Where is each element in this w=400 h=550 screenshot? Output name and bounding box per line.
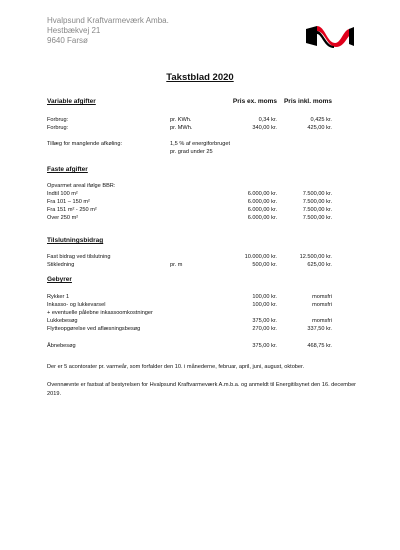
row-label: Fra 151 m² - 250 m² [47, 207, 97, 213]
section-heading-faste: Faste afgifter [47, 166, 88, 173]
row-ex: 0,34 kr. [258, 117, 277, 123]
row-inkl: 7.500,00 kr. [302, 207, 332, 213]
company-street: Hestbækvej 21 [47, 26, 101, 35]
row-ex: 6.000,00 kr. [247, 199, 277, 205]
row-unit: pr. KWh. [170, 117, 192, 123]
row-inkl: 7.500,00 kr. [302, 199, 332, 205]
column-header-inkl-moms: Pris inkl. moms [283, 98, 332, 105]
afkoling-label: Tillæg for manglende afkøling: [47, 141, 123, 147]
company-city: 9640 Farsø [47, 36, 88, 45]
row-unit: pr. MWh. [170, 125, 193, 131]
row-ex: 6.000,00 kr. [247, 215, 277, 221]
row-ex: 375,00 kr. [252, 343, 277, 349]
row-ex: 500,00 kr. [252, 262, 277, 268]
row-ex: 6.000,00 kr. [247, 207, 277, 213]
row-inkl: 337,50 kr. [307, 326, 332, 332]
row-label: Indtil 100 m² [47, 191, 78, 197]
row-label: Flytteopgørelse ved aflæsningsbesøg [47, 326, 141, 332]
row-label: Forbrug: [47, 125, 69, 131]
row-inkl: 7.500,00 kr. [302, 215, 332, 221]
note-acontorater: Der er 5 acontorater pr. varmeår, som forfalder den 10. i månederne, februar, april, juni, august, oktober. [47, 364, 305, 370]
row-label: Inkasso- og lukkevarsel [47, 302, 106, 308]
row-inkl: 625,00 kr. [307, 262, 332, 268]
afkoling-line1: 1,5 % af energiforbruget [170, 141, 231, 147]
row-ex: 100,00 kr. [252, 294, 277, 300]
row-label: Lukkebesøg [47, 318, 78, 324]
row-label: Stikledning [47, 262, 75, 268]
section-heading-tilslutning: Tilslutningsbidrag [47, 237, 104, 244]
row-ex: 6.000,00 kr. [247, 191, 277, 197]
row-ex: 270,00 kr. [252, 326, 277, 332]
section-heading-gebyrer: Gebyrer [47, 276, 72, 283]
row-label: Rykker 1 [47, 294, 70, 300]
row-inkl: 425,00 kr. [307, 125, 332, 131]
column-header-ex-moms: Pris ex. moms [232, 98, 277, 105]
row-label: Åbnebesøg [47, 343, 76, 349]
company-name: Hvalpsund Kraftvarmeværk Amba. [47, 16, 169, 25]
note-vedtaget: Ovennævnte er fastsat af bestyrelsen for Hvalpsund Kraftvarmeværk A.m.b.a. og anmeldt til Energitilsynet den 16. december 2019. [47, 382, 357, 397]
row-label: Forbrug: [47, 117, 69, 123]
row-label: Fra 101 – 150 m² [47, 199, 90, 205]
row-inkl: momsfri [312, 318, 332, 324]
section-heading-variable: Variable afgifter [47, 98, 96, 105]
row-inkl: 12.500,00 kr. [299, 254, 332, 260]
row-label: Over 250 m² [47, 215, 79, 221]
faste-intro: Opvarmet areal ifølge BBR: [47, 183, 116, 189]
row-ex: 340,00 kr. [252, 125, 277, 131]
row-inkl: momsfri [312, 294, 332, 300]
page-title: Takstblad 2020 [166, 72, 234, 83]
row-ex: 375,00 kr. [252, 318, 277, 324]
row-label: Fast bidrag ved tilslutning [47, 254, 111, 260]
inkasso-note: + eventuelle pålebne inkassoomkostninger [47, 310, 153, 316]
row-inkl: 0,425 kr. [310, 117, 332, 123]
row-ex: 100,00 kr. [252, 302, 277, 308]
row-inkl: 7.500,00 kr. [302, 191, 332, 197]
row-unit: pr. m [170, 262, 183, 268]
row-ex: 10.000,00 kr. [244, 254, 277, 260]
row-inkl: momsfri [312, 302, 332, 308]
afkoling-line2: pr. grad under 25 [170, 149, 213, 155]
company-logo [305, 23, 355, 49]
row-inkl: 468,75 kr. [307, 343, 332, 349]
